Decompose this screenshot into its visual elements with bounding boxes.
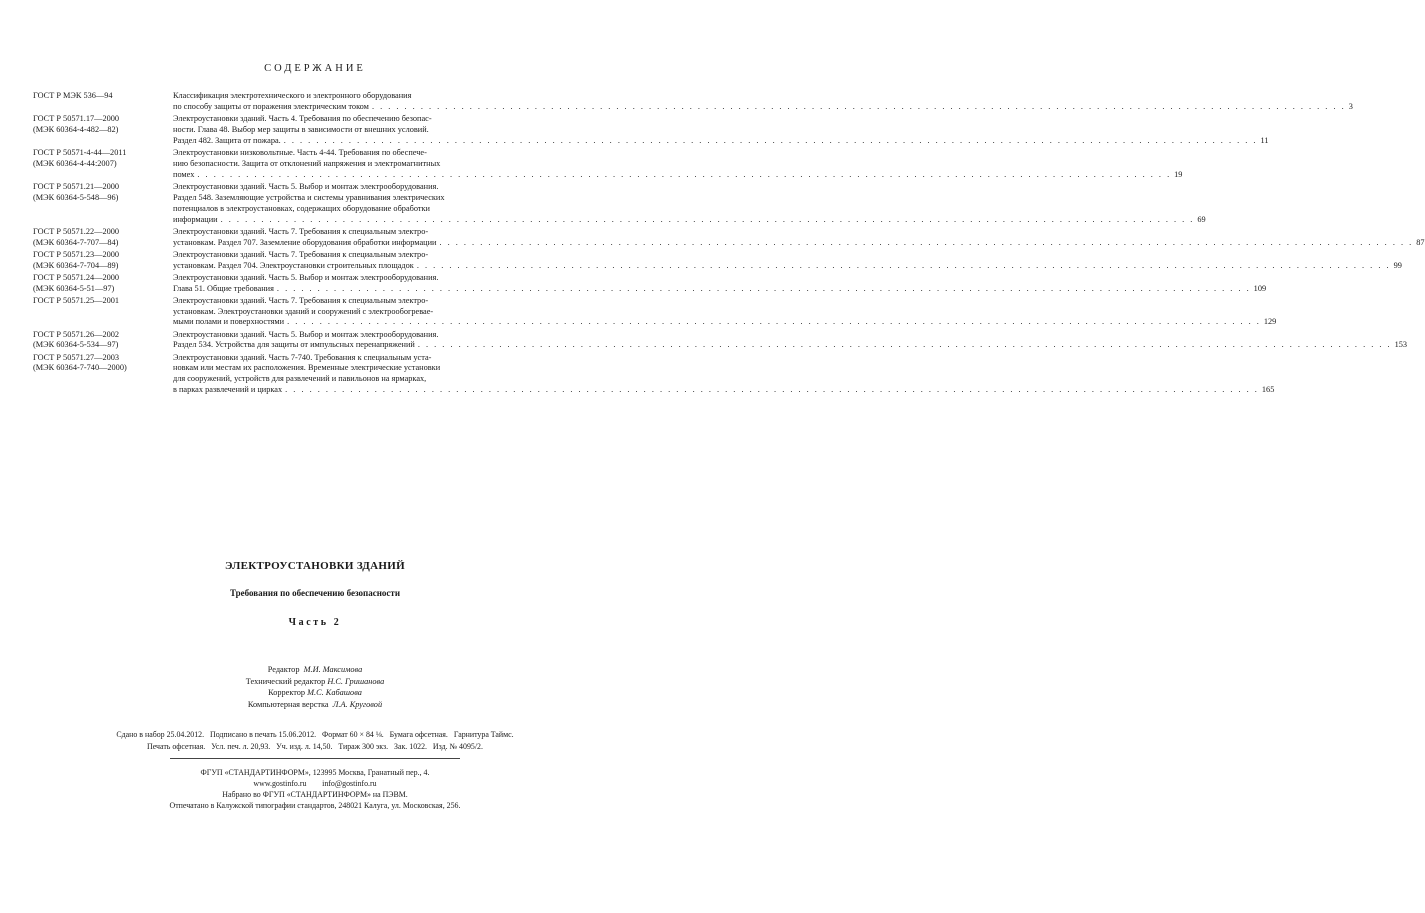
toc-entry xyxy=(33,295,1277,329)
toc-entry-description xyxy=(173,330,1407,352)
publisher-info xyxy=(0,767,630,811)
toc-entry-last-text: мыми полами и поверхностями xyxy=(173,317,285,327)
toc-entry-code: ГОСТ Р 50571.21—2000 (МЭК 60364-5-548—96) xyxy=(33,181,120,202)
tech-editor-label: Технический редактор xyxy=(245,676,326,686)
toc-entry-page: 165 xyxy=(1261,385,1275,395)
toc-entry-description xyxy=(173,250,1402,272)
toc-entry-last-text: помех xyxy=(173,169,195,179)
toc-entry-line: Электроустановки зданий. Часть 7. Требования к специальным электро- xyxy=(173,295,429,305)
toc-entry xyxy=(33,249,1402,272)
table-of-contents xyxy=(33,91,1425,397)
print-info-line-1: Сдано в набор 25.04.2012. Подписано в печать 15.06.2012. Формат 60 × 84 ⅛. Бумага офсетная. Гарнитура Таймс. xyxy=(116,730,514,739)
toc-entry-description xyxy=(173,353,1274,397)
toc-leader-dots: . . . . . . . . . . . . . . . . . . . . . . . . . . . . . . . . . . . . . . . . . . . . . . . . . . . . . . . . . . . . . . . . . . . . . . . . . . . . . . . . . . . . . . . . . . . . . . . . . . . . . . . . . . . . . . . . . . . . . . . . xyxy=(285,385,1259,395)
toc-entry-page: 11 xyxy=(1260,135,1269,145)
print-info-line-2: Печать офсетная. Усл. печ. л. 20,93. Уч. изд. л. 14,50. Тираж 300 экз. Зак. 1022. Изд. № 4095/2. xyxy=(147,741,483,751)
editor-label: Редактор xyxy=(267,665,300,674)
book-title: ЭЛЕКТРОУСТАНОВКИ ЗДАНИЙ xyxy=(225,560,405,572)
toc-entry-description xyxy=(173,273,1266,295)
credits-block xyxy=(0,664,630,710)
toc-entry-page: 69 xyxy=(1197,214,1206,224)
publisher-line-2: www.gostinfo.ru info@gostinfo.ru xyxy=(253,779,377,788)
toc-entry-code: ГОСТ Р 50571.26—2002 (МЭК 60364-5-534—97) xyxy=(33,329,120,350)
toc-entry xyxy=(33,329,1408,352)
layout-label: Компьютерная верстка xyxy=(247,699,329,709)
toc-entry-last-text: Раздел 534. Устройства для защиты от импульсных перенапряжений xyxy=(173,340,415,350)
toc-entry-description xyxy=(173,227,1425,249)
toc-entry-last-text: по способу защиты от поражения электрическим током xyxy=(173,101,369,111)
toc-entry-last-line xyxy=(173,261,1402,272)
toc-entry-page: 19 xyxy=(1174,169,1183,179)
toc-entry-line: Классификация электротехнического и электронного оборудования xyxy=(173,91,412,100)
toc-entry-last-line xyxy=(173,102,1353,113)
toc-entry-last-text: Глава 51. Общие требования xyxy=(173,283,274,293)
toc-entry-code: ГОСТ Р 50571.23—2000 (МЭК 60364-7-704—89) xyxy=(33,249,120,270)
layout-name: Л.А. Круговой xyxy=(332,699,383,709)
toc-entry-line: для сооружений, устройств для развлечений и павильонов на ярмарках, xyxy=(173,374,427,384)
toc-leader-dots: . . . . . . . . . . . . . . . . . . . . . . . . . . . . . . . . . . . . . . . . . . . . . . . . . . . . . . . . . . . . . . . . . . . . . . . . . . . . . . . . . . . . . . . . . . . . . . . . . . . . . . . . . . . . . . . . . . . . . . . . xyxy=(283,135,1258,145)
toc-entry-last-text: установкам. Раздел 704. Электроустановки строительных площадок xyxy=(173,260,414,270)
toc-entry-page: 153 xyxy=(1394,340,1408,350)
toc-entry-last-text: установкам. Раздел 707. Заземление оборудования обработки информации xyxy=(173,237,437,247)
toc-entry-description xyxy=(173,114,1268,147)
toc-entry-description xyxy=(173,148,1182,181)
toc-entry xyxy=(33,91,1353,113)
publisher-line-1: ФГУП «СТАНДАРТИНФОРМ», 123995 Москва, Гранатный пер., 4. xyxy=(200,768,430,777)
toc-entry xyxy=(33,114,1269,147)
credit-editor xyxy=(0,664,630,676)
toc-entry-page: 87 xyxy=(1416,237,1425,247)
toc-entry-code: ГОСТ Р МЭК 536—94 xyxy=(33,91,113,100)
toc-entry-last-text: информации xyxy=(173,214,218,224)
toc-leader-dots: . . . . . . . . . . . . . . . . . . . . . . . . . . . . . . . . . . . . . . . . . . . . . . . . . . . . . . . . . . . . . . . . . . . . . . . . . . . . . . . . . . . . . . . . . . . . . . . . . . . . . . . . . . . . . . . . . . . . . . . . xyxy=(287,317,1261,327)
toc-entry-last-text: в парках развлечений и цирках xyxy=(173,385,283,395)
toc-leader-dots: . . . . . . . . . . . . . . . . . . . . . . . . . . . . . . . . . . . . . . . . . . . . . . . . . . . . . . . . . . . . . . . . . . . . . . . . . . . . . . . . . . . . . . . . . . . . . . . . . . . . . . . . . . . . . . . . . . . . . . . . xyxy=(417,340,1392,350)
toc-entry-page: 3 xyxy=(1348,101,1353,111)
toc-entry-description xyxy=(173,182,1206,226)
tech-editor-name: Н.С. Гришанова xyxy=(327,676,385,686)
toc-entry-line: Электроустановки зданий. Часть 5. Выбор и монтаж электрооборудования. xyxy=(173,181,439,191)
credit-corrector xyxy=(0,687,630,699)
toc-entry-line: нию безопасности. Защита от отклонений напряжения и электромагнитных xyxy=(173,158,441,168)
toc-entry-page: 129 xyxy=(1263,317,1277,327)
toc-entry xyxy=(33,272,1267,295)
toc-entry-line: ности. Глава 48. Выбор мер защиты в зависимости от внешних условий. xyxy=(173,124,429,134)
toc-leader-dots: . . . . . . . . . . . . . . . . . . . . . . . . . . . . . . . . . . . . . . . . . . . . . . . . . . . . . . . . . . . . . . . . . . . . . . . . . . . . . . . . . . . . . . . . . . . . . . . . . . . . . . . . . . . . . . . . . . . . . . . . xyxy=(439,237,1414,247)
toc-leader-dots: . . . . . . . . . . . . . . . . . . . . . . . . . . . . . . . . . . . . . . . . . . . . . . . . . . . . . . . . . . . . . . . . . . . . . . . . . . . . . . . . . . . . . . . . . . . . . . . . . . . . . . . . . . . . . . . . . . . . . . . . xyxy=(276,283,1251,293)
toc-entry xyxy=(33,352,1275,397)
toc-entry-line: Электроустановки зданий. Часть 7-740. Требования к специальным уста- xyxy=(173,352,432,362)
corrector-name: М.С. Кабашова xyxy=(307,688,362,697)
credit-layout xyxy=(0,699,630,711)
toc-entry-line: Электроустановки низковольтные. Часть 4-44. Требования по обеспече- xyxy=(173,147,427,157)
toc-entry-code: ГОСТ Р 50571.24—2000 (МЭК 60364-5-51—97) xyxy=(33,272,120,293)
toc-entry-code: ГОСТ Р 50571.22—2000 (МЭК 60364-7-707—84) xyxy=(33,226,120,247)
print-info xyxy=(0,729,630,752)
toc-entry-code: ГОСТ Р 50571.17—2000 (МЭК 60364-4-482—82) xyxy=(33,114,120,134)
toc-title: СОДЕРЖАНИЕ xyxy=(264,63,366,74)
toc-entry-line: Раздел 548. Заземляющие устройства и системы уравнивания электрических xyxy=(173,192,445,202)
toc-leader-dots: . . . . . . . . . . . . . . . . . . . . . . . . . . . . . . . . . . . . . . . . . . . . . . . . . . . . . . . . . . . . . . . . . . . . . . . . . . . . . . . . . . . . . . . . . . . . . . . . . . . . . . . . . . . . . . . . . . . . . . . . xyxy=(416,260,1391,270)
toc-entry-line: Электроустановки зданий. Часть 4. Требования по обеспечению безопас- xyxy=(173,114,432,123)
toc-entry-line: Электроустановки зданий. Часть 5. Выбор и монтаж электрооборудования. xyxy=(173,329,439,339)
toc-entry-last-line xyxy=(173,136,1268,147)
toc-entry xyxy=(33,226,1425,249)
credit-tech-editor xyxy=(0,676,630,688)
toc-entry xyxy=(33,147,1183,181)
toc-entry-code: ГОСТ Р 50571.27—2003 (МЭК 60364-7-740—2000) xyxy=(33,352,127,373)
toc-entry-description xyxy=(173,91,1353,113)
divider xyxy=(170,758,460,759)
toc-leader-dots: . . . . . . . . . . . . . . . . . . . . . . . . . . . . . . . . . . . . . . . . . . . . . . . . . . . . . . . . . . . . . . . . . . . . . . . . . . . . . . . . . . . . . . . . . . . . . . . . . . . . . . . . . . . . . . . . . . . . . . . . xyxy=(371,101,1346,111)
toc-entry-last-text: Раздел 482. Защита от пожара. xyxy=(173,135,281,145)
toc-entry-page: 109 xyxy=(1253,283,1267,293)
toc-entry-code: ГОСТ Р 50571.25—2001 xyxy=(33,295,120,305)
toc-leader-dots: . . . . . . . . . . . . . . . . . . . . . . . . . . . . . . . . . . . . . . . . . . . . . . . . . . . . . . . . . . . . . . . . . . . . . . . . . . . . . . . . . . . . . . . . . . . . . . . . . . . . . . . . . . . . . . . . . . . . . . . . xyxy=(220,214,1195,224)
editor-name: М.И. Максимова xyxy=(303,665,363,674)
toc-entry-last-line xyxy=(173,170,1182,181)
toc-entry-last-line xyxy=(173,238,1425,249)
toc-entry-last-line xyxy=(173,385,1274,396)
toc-entry-last-line xyxy=(173,215,1206,226)
toc-entry-line: новкам или местам их расположения. Временные электрические установки xyxy=(173,363,441,373)
toc-entry-line: Электроустановки зданий. Часть 7. Требования к специальным электро- xyxy=(173,226,429,236)
book-subtitle: Требования по обеспечению безопасности xyxy=(229,588,400,598)
toc-entry-last-line xyxy=(173,340,1407,351)
toc-entry-line: потенциалов в электроустановках, содержащих оборудование обработки xyxy=(173,203,430,213)
toc-entry xyxy=(33,181,1206,226)
publisher-line-3: Набрано во ФГУП «СТАНДАРТИНФОРМ» на ПЭВМ. xyxy=(222,790,408,799)
toc-entry-page: 99 xyxy=(1393,260,1402,270)
book-part: Часть 2 xyxy=(288,617,342,628)
toc-entry-line: установкам. Электроустановки зданий и сооружений с электрообогревае- xyxy=(173,306,434,316)
publisher-line-4: Отпечатано в Калужской типографии стандартов, 248021 Калуга, ул. Московская, 256. xyxy=(169,801,461,810)
toc-entry-last-line xyxy=(173,284,1266,295)
toc-entry-last-line xyxy=(173,317,1276,328)
toc-entry-line: Электроустановки зданий. Часть 5. Выбор и монтаж электрооборудования. xyxy=(173,272,439,282)
toc-leader-dots: . . . . . . . . . . . . . . . . . . . . . . . . . . . . . . . . . . . . . . . . . . . . . . . . . . . . . . . . . . . . . . . . . . . . . . . . . . . . . . . . . . . . . . . . . . . . . . . . . . . . . . . . . . . . . . . . . . . . . . . . xyxy=(197,169,1172,179)
toc-entry-line: Электроустановки зданий. Часть 7. Требования к специальным электро- xyxy=(173,249,429,259)
toc-entry-code: ГОСТ Р 50571-4-44—2011 (МЭК 60364-4-44:2007) xyxy=(33,147,127,168)
toc-entry-description xyxy=(173,296,1276,329)
corrector-label: Корректор xyxy=(268,688,306,697)
